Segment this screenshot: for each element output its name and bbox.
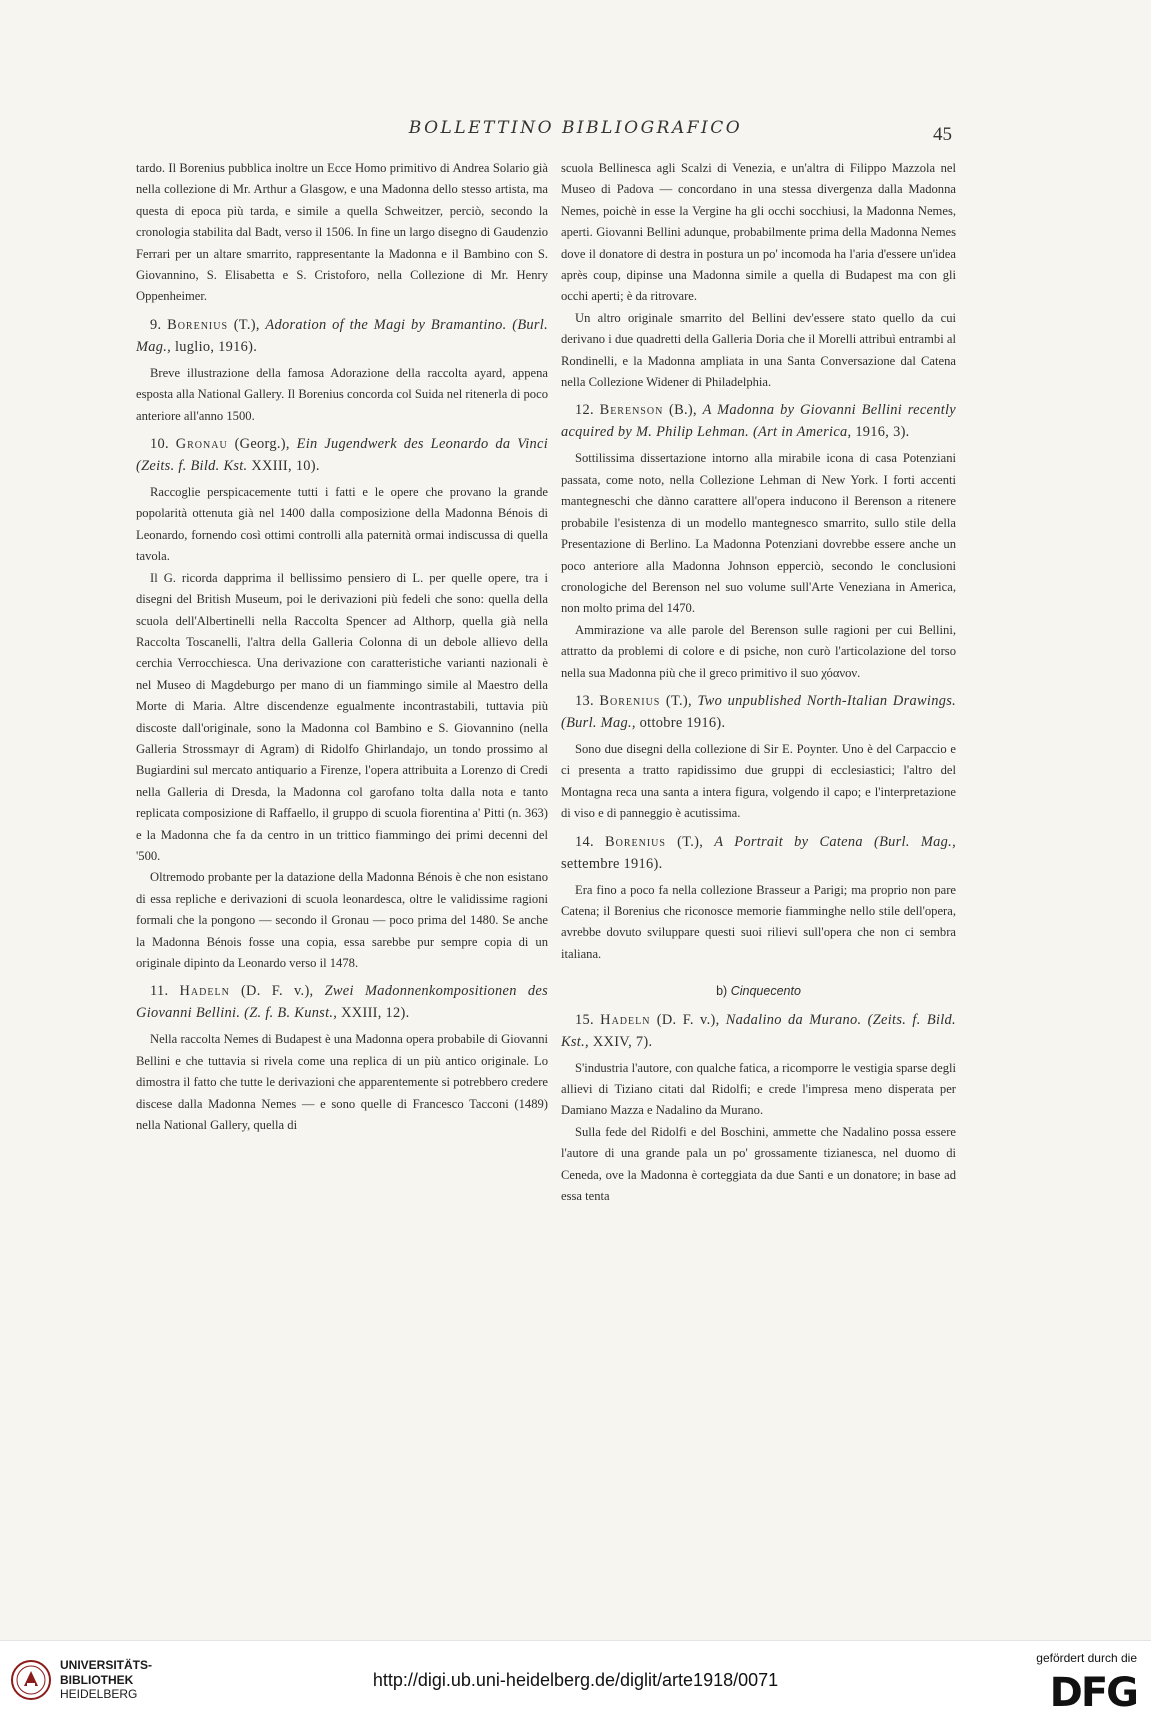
entry-number: 12. [575,402,594,419]
bibliography-entry-10 [136,433,548,477]
entry-date: 1916, 3). [855,424,910,441]
paragraph: Sottilissima dissertazione intorno alla mirabile icona di casa Potenziani passata, come noto, nella Collezione Lehman di New York. I forti accenti mantegneschi che dànno carattere all'opera inducono il Berenson a ritenere probabile l'esistenza di un modello mantegnesco smarrito, sullo stile della Presentazione di Berlino. La Madonna Potenziani dovrebbe essere anche un poco anteriore alla Madonna Johnson epperciò, secondo le conclusioni cronologiche del Berenson nel suo volume sull'Arte Veneziana in America, non molto prima del 1470. [561,451,956,616]
entry-number: 9. [150,316,162,333]
viewer-footer [0,1640,1151,1726]
right-column [561,158,956,1207]
entry-source: (Burl. Mag., [136,316,549,355]
bibliography-entry-14 [561,831,956,875]
library-name-line: UNIVERSITÄTS- [60,1658,153,1672]
paragraph: tardo. Il Borenius pubblica inoltre un Ecce Homo primitivo di Andrea Solario già nella collezione di Mr. Arthur a Glasgow, e una Madonna dello stesso artista, ma questa di epoca più tarda, e simile a quella Schweitzer, perciò, secondo la cronologia stabilita dal Badt, verso il 1506. In fine un largo disegno di Gaudenzio Ferrari per un altare smarrito, rappresentante la Madonna e il Bambino con S. Giovannino, S. Elisabetta e S. Cristoforo, nella Collezione di Mr. Henry Oppenheimer. [136,161,548,304]
entry-author: Borenius [605,833,666,850]
entry-number: 13. [575,692,594,709]
bibliography-entry-13 [561,690,956,734]
entry-date: XXIV, 7). [592,1033,653,1050]
entry-initial: (Georg.), [234,436,290,453]
entry-title: Zwei Madonnenkompositionen des Giovanni Bellini. [136,983,548,1022]
entry-initial: (D. F. v.), [656,1011,720,1028]
entry-author: Hadeln [600,1011,651,1028]
entry-initial: (T.), [665,692,692,709]
entry-initial: (T.), [233,316,260,333]
funding-caption: gefördert durch die [1036,1651,1137,1665]
left-column [136,158,548,1136]
section-title: Cinquecento [730,984,801,999]
entry-source: (Art in America, [752,424,852,441]
entry-author: Borenius [167,316,229,333]
entry-initial: (D. F. v.), [240,983,314,1000]
bibliography-entry-9 [136,314,548,358]
paragraph: Oltremodo probante per la datazione della Madonna Bénois è che non esistano di essa repliche e derivazioni di scuola leonardesca, oltre le validissime ragioni formali che la pongono — secondo il Gronau — poco prima del 1480. Se anche la Madonna Bénois fosse una copia, essa sarebbe pur sempre copia di un originale dipinto da Leonardo verso il 1478. [136,870,548,970]
bibliography-entry-12 [561,399,956,443]
entry-date: XXIII, 10). [251,458,320,475]
entry-initial: (B.), [669,402,697,419]
paragraph: Ammirazione va alle parole del Berenson sulle ragioni per cui Bellini, attratto da problemi di colore e di psiche, non curò l'articolazione del torso nella sua Madonna più che il greco primitivo il suo χόανον. [561,622,956,680]
library-name-line: HEIDELBERG [60,1687,138,1701]
section-letter: b) [716,984,728,999]
permalink-url[interactable]: http://digi.ub.uni-heidelberg.de/diglit/arte1918/0071 [372,1670,779,1690]
entry-date: ottobre 1916). [639,714,726,731]
entry-date: XXIII, 12). [341,1005,410,1022]
bibliography-entry-11 [136,980,548,1024]
paragraph: S'industria l'autore, con qualche fatica, a ricomporre le vestigia sparse degli allievi di Tiziano citati dal Ridolfi; e crede l'impresa meno disperata per Damiano Mazza e Nadalino da Murano. [561,1060,956,1118]
entry-number: 15. [575,1011,594,1028]
paragraph: scuola Bellinesca agli Scalzi di Venezia, e un'altra di Filippo Mazzola nel Museo di Padova — concordano in una stessa divergenza dalla Madonna Nemes, poichè in esse la Vergine ha gli occhi socchiusi, la Madonna Nemes, aperti. Giovanni Bellini adunque, probabilmente prima della Madonna Nemes dove il donatore di destra in postura un po' incomoda ha l'aria d'essere un'idea après coup, dipinse una Madonna simile a quella di Budapest ma con gli occhi aperti; è da ritrovare. [561,161,956,304]
entry-source: (Burl. Mag., [873,833,956,850]
entry-author: Gronau [175,436,228,453]
paragraph: Nella raccolta Nemes di Budapest è una Madonna opera probabile di Giovanni Bellini e che tuttavia si rivela come una replica di un più antico originale. Lo dimostra il fatto che tutte le derivazioni che apparentemente si potrebbero credere discese dalla Madonna Nemes — e sono quelle di Francesco Tacconi (1489) nella National Gallery, quella di [136,1032,548,1133]
entry-initial: (T.), [677,833,704,850]
entry-author: Berenson [599,402,664,419]
entry-number: 11. [150,983,169,1000]
dfg-logo: DFG [1049,1670,1137,1716]
paragraph: Breve illustrazione della famosa Adorazione della raccolta ayard, appena esposta alla National Gallery. Il Borenius concorda col Suida nel ritenerla di poco anteriore all'anno 1500. [136,365,548,423]
paragraph: Raccoglie perspicacemente tutti i fatti e le opere che provano la grande popolarità ottenuta già nel 1400 dalla composizione della Madonna Bénois di Leonardo, fornendo così ottimi controlli alla paternità ormai indiscussa di quella tavola. [136,485,548,564]
entry-author: Hadeln [179,983,230,1000]
page-number: 45 [933,124,952,145]
library-name-line: BIBLIOTHEK [60,1672,134,1687]
entry-source: (Zeits. f. Bild. Kst., [561,1011,956,1050]
entry-title: Nadalino da Murano. [725,1011,862,1028]
paragraph: Era fino a poco fa nella collezione Brasseur a Parigi; ma proprio non pare Catena; il Borenius che riconosce memorie fiamminghe nello stile dell'opera, avrebbe dovuto sviluppare questi suoi rilievi sull'opera che non ci sembra italiana. [561,882,956,961]
entry-source: (Z. f. B. Kunst., [244,1005,338,1022]
entry-source: (Zeits. f. Bild. Kst. [136,458,248,475]
paragraph: Il G. ricorda dapprima il bellissimo pensiero di L. per quelle opere, tra i disegni del British Museum, poi le derivazioni più fedeli che sono: quella della scuola dell'Albertinelli nella Raccolta Spencer ad Althorp, quella già nella Raccolta Toscanelli, l'altra della Galleria Colonna di un debole allievo della cerchia Verrocchiesca. Una derivazione con caratteristiche varianti nazionali è nel Museo di Magdeburgo per mano di un fiammingo simile al Maestro della Morte di Maria. Altre discendenze egualmente incontrastabili, tuttavia più discoste dall'originale, sono la Madonna col Bambino e S. Giovannino (nella Galleria Strossmayr di Agram) di Ridolfo Ghirlandajo, un tondo prossimo al Bugiardini sul mercato antiquario a Firenze, l'opera attribuita a Lorenzo di Credi nella Galleria di Dresda, la Madonna col garofano tolta dalla nota e tanto replicata composizione di Raffaello, il gruppo di scuola fiorentina a' Pitti (n. 363) e la Madonna che fa da centro in un trittico fiammingo dei primi decenni del '500. [136,570,548,863]
running-title: BOLLETTINO BIBLIOGRAFICO [408,118,743,138]
entry-date: settembre 1916). [561,855,663,872]
entry-author: Borenius [599,692,661,709]
entry-title: A Portrait by Catena [714,833,863,850]
paragraph: Un altro originale smarrito del Bellini dev'essere stato quello da cui derivano i due quadretti della Galleria Doria che il Morelli attribuì entrambi al Rondinelli, e la Madonna ampliata in una Santa Conversazione dal Catena nella Collezione Widener di Philadelphia. [561,310,956,390]
entry-number: 10. [150,436,169,453]
entry-title: A Madonna by Giovanni Bellini recently acquired by M. Philip Lehman. [561,402,956,441]
entry-date: luglio, 1916). [174,338,258,355]
paragraph: Sono due disegni della collezione di Sir E. Poynter. Uno è del Carpaccio e ci presenta a tratto rapidissimo due gruppi di ecclesiastici; l'altro del Montagna reca una santa a intera figura, volgendo il capo; e l'interpretazione di viso e di panneggio è acutissima. [561,741,956,821]
entry-title: Ein Jugendwerk des Leonardo da Vinci [296,436,548,453]
paragraph: Sulla fede del Ridolfi e del Boschini, ammette che Nadalino possa essere l'autore di una grande pala un po' grossamente tizianesca, nel duomo di Ceneda, ove la Madonna è corteggiata da due Santi e un donatore; in base ad essa tenta [561,1124,956,1204]
section-heading [561,981,956,1002]
entry-title: Adoration of the Magi by Bramantino. [265,316,507,333]
bibliography-entry-15 [561,1009,956,1053]
entry-title: Two unpublished North-Italian Drawings. [697,692,957,709]
entry-number: 14. [575,833,594,850]
entry-source: (Burl. Mag., [561,714,636,731]
